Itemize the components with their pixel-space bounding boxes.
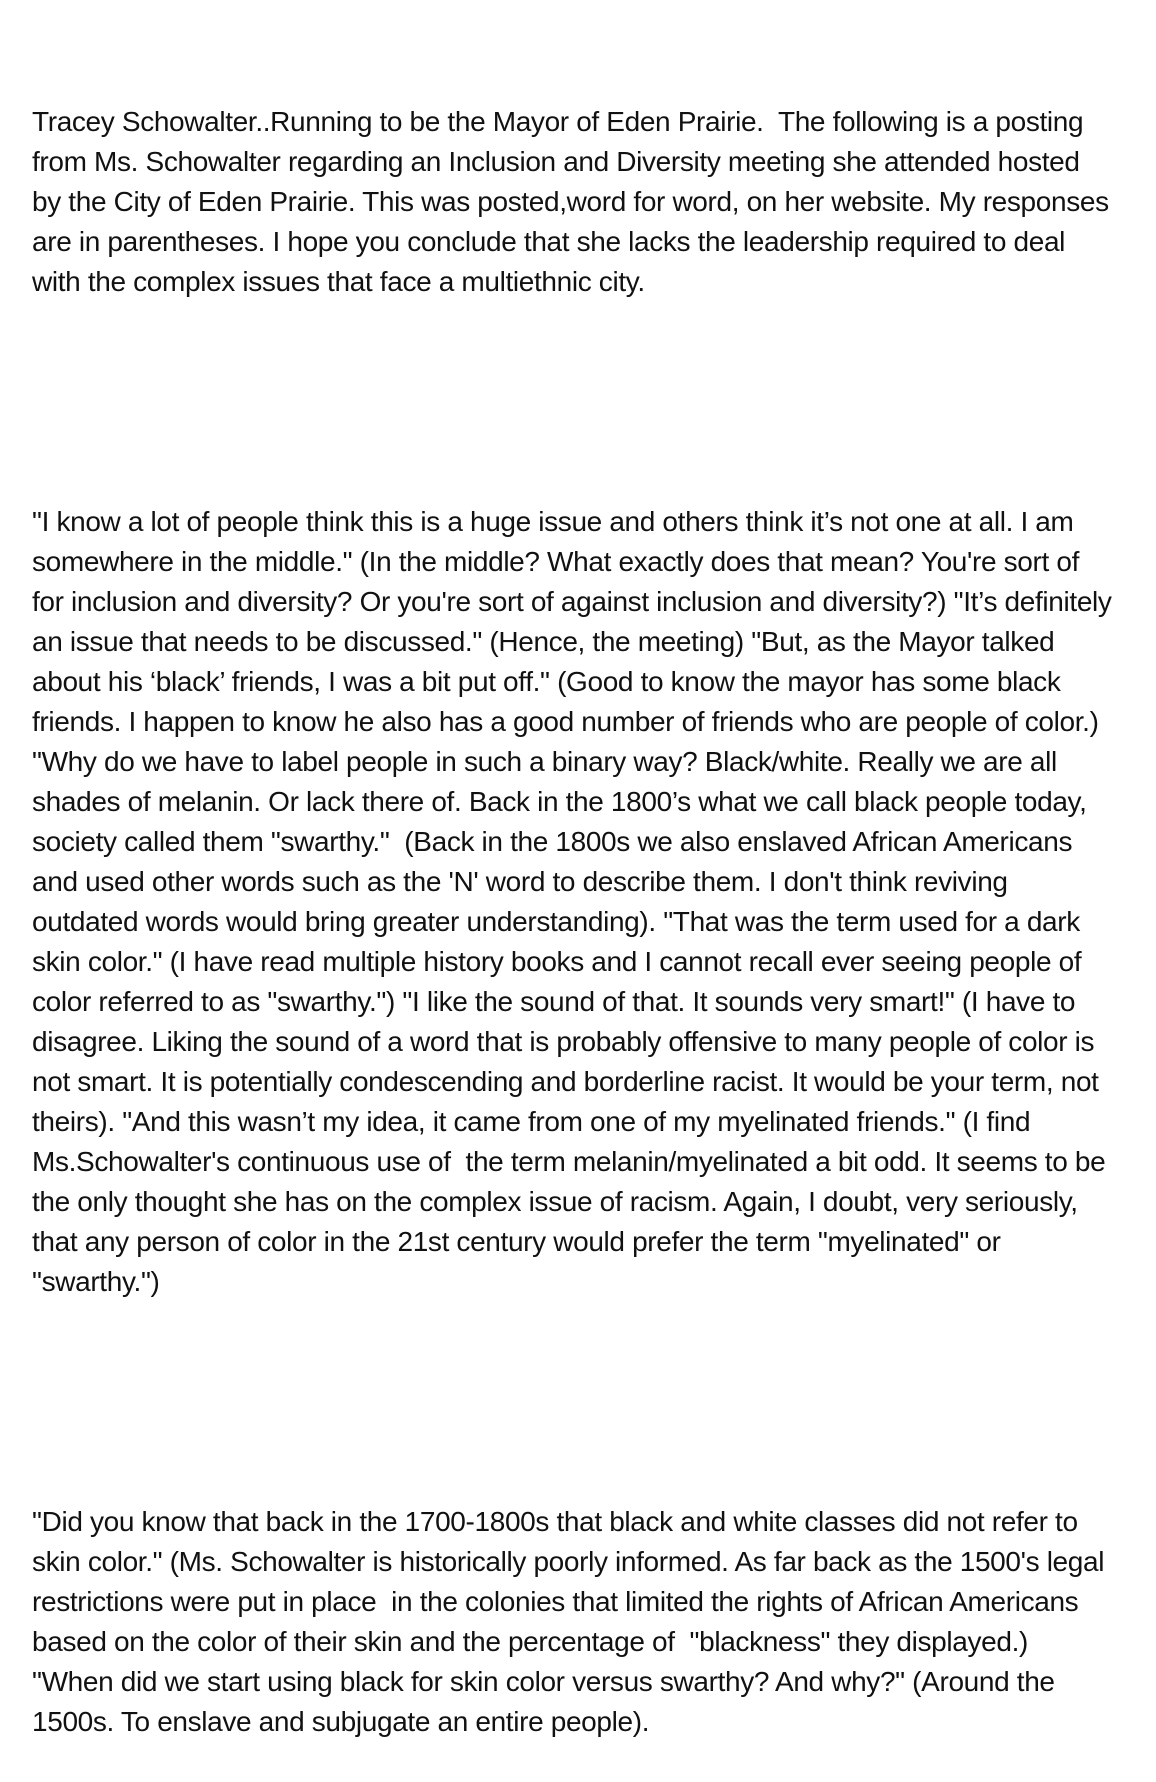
history-paragraph: "Did you know that back in the 1700-1800s that black and white classes did not refer to skin color." (Ms. Schowalter is historically poorly informed. As far back as the 1500's legal restrictions were put in place in the colonies that limited the rights of African Americans based on the color of their skin and the percentage of "blackness" they displayed.) "When did we start using black for skin color versus swarthy? And why?" (Around the 1500s. To enslave and subjugate an entire people). <box>32 1506 1112 1737</box>
paragraph-spacer <box>32 382 1112 422</box>
quote-response-paragraph: "I know a lot of people think this is a huge issue and others think it’s not one at all. I am somewhere in the middle." (In the middle? What exactly does that mean? You're sort of for inclusion and diversity? Or you're sort of against inclusion and diversity?) "It’s definitely an issue that needs to be discussed." (Hence, the meeting) "But, as the Mayor talked about his ‘black’ friends, I was a bit put off." (Good to know the mayor has some black friends. I happen to know he also has a good number of friends who are people of color.) "Why do we have to label people in such a binary way? Black/white. Really we are all shades of melanin. Or lack there of. Back in the 1800’s what we call black people today, society called them "swarthy." (Back in the 1800s we also enslaved African Americans and used other words such as the 'N' word to describe them. I don't think reviving outdated words would bring greater understanding). "That was the term used for a dark skin color." (I have read multiple history books and I cannot recall ever seeing people of color referred to as "swarthy.") "I like the sound of that. It sounds very smart!" (I have to disagree. Liking the sound of a word that is probably offensive to many people of color is not smart. It is potentially condescending and borderline racist. It would be your term, not theirs). "And this wasn’t my idea, it came from one of my myelinated friends." (I find Ms.Schowalter's continuous use of the term melanin/myelinated a bit odd. It seems to be the only thought she has on the complex issue of racism. Again, I doubt, very seriously, that any person of color in the 21st century would prefer the term "myelinated" or "swarthy.") <box>32 506 1120 1297</box>
intro-paragraph: Tracey Schowalter..Running to be the Mayor of Eden Prairie. The following is a posting from Ms. Schowalter regarding an Inclusion and Diversity meeting she attended hosted by the City of Eden Prairie. This was posted,word for word, on her website. My responses are in parentheses. I hope you conclude that she lacks the leadership required to deal with the complex issues that face a multiethnic city. <box>32 106 1117 297</box>
document-body <box>32 22 1120 1782</box>
paragraph-spacer <box>32 1382 1112 1422</box>
